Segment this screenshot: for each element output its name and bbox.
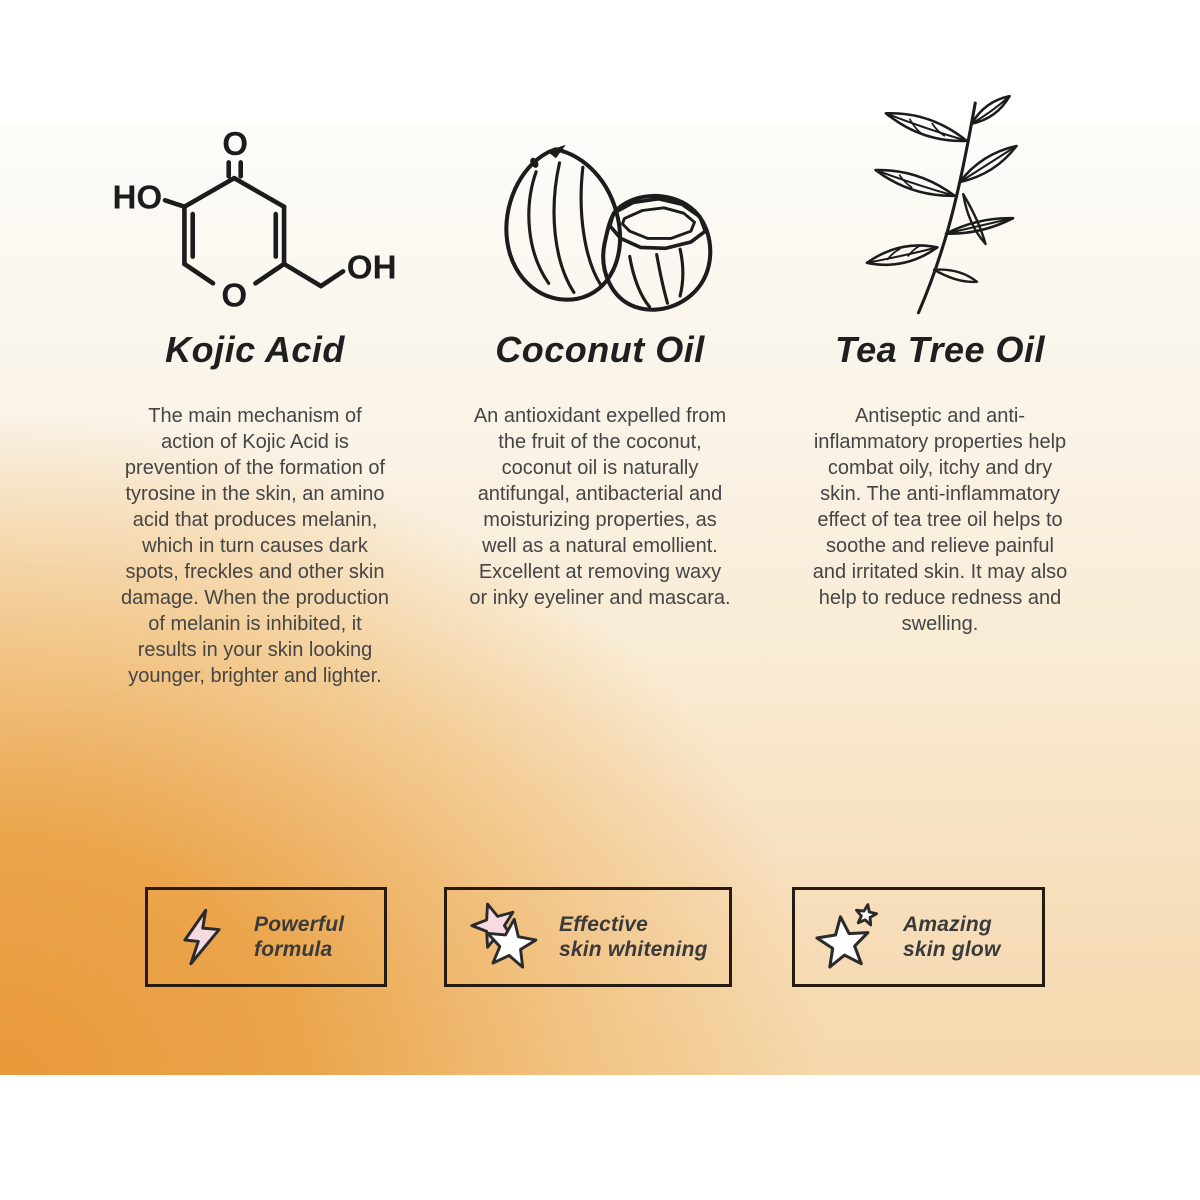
badge-powerful-formula <box>145 887 387 987</box>
tea-tree-branch-icon <box>785 123 1095 323</box>
badge-label <box>903 912 1000 962</box>
kojic-acid-molecule-icon <box>100 123 410 323</box>
ingredient-title: Kojic Acid <box>165 329 345 370</box>
molecule-label-ho: HO <box>112 179 163 217</box>
ingredient-title: Tea Tree Oil <box>834 329 1046 370</box>
badge-amazing-skin-glow <box>792 887 1045 987</box>
kojic-acid-molecule-svg <box>105 120 405 323</box>
ingredient-column-tea-tree-oil <box>785 123 1095 637</box>
molecule-label-oh: OH <box>346 249 397 287</box>
molecule-label-ring-o: O <box>221 277 248 315</box>
ingredient-description: Antiseptic and anti-inflammatory properties help combat oily, itchy and dry skin. The anti-inflammatory effect of tea tree oil helps to soothe and relieve painful and irritated skin. It may also help to reduce redness and swelling. <box>812 405 1068 635</box>
badge-label <box>254 912 344 962</box>
ingredient-column-coconut-oil <box>450 123 750 611</box>
badge-label-line: Powerful <box>254 912 345 936</box>
gradient-panel <box>0 123 1200 1075</box>
molecule-label-ketone-o: O <box>222 126 249 164</box>
badge-label-line: Amazing <box>903 912 992 936</box>
lightning-icon <box>176 904 228 970</box>
badge-effective-skin-whitening <box>444 887 732 987</box>
ingredient-column-kojic-acid <box>100 123 410 689</box>
badge-label-line: Effective <box>559 912 648 936</box>
coconut-icon <box>450 123 750 323</box>
ingredient-description: An antioxidant expelled from the fruit of the coconut, coconut oil is naturally antifungal, antibacterial and moisturizing properties, as well as a natural emollient. Excellent at removing waxy or inky eyeliner and mascara. <box>469 405 731 609</box>
double-star-icon <box>469 901 541 973</box>
star-sparkle-icon <box>813 901 883 973</box>
badge-label-line: formula <box>254 938 333 961</box>
badge-label-line: skin whitening <box>559 938 708 961</box>
badge-label-line: skin glow <box>903 938 1001 961</box>
ingredient-title: Coconut Oil <box>495 329 705 370</box>
ingredient-description: The main mechanism of action of Kojic Acid is prevention of the formation of tyrosine in the skin, an amino acid that produces melanin, which in turn causes dark spots, freckles and other skin damage. When the production of melanin is inhibited, it results in your skin looking younger, brighter and lighter. <box>121 405 389 687</box>
tea-tree-branch-svg <box>841 91 1039 323</box>
badge-label <box>559 912 708 962</box>
coconut-svg <box>478 125 722 323</box>
